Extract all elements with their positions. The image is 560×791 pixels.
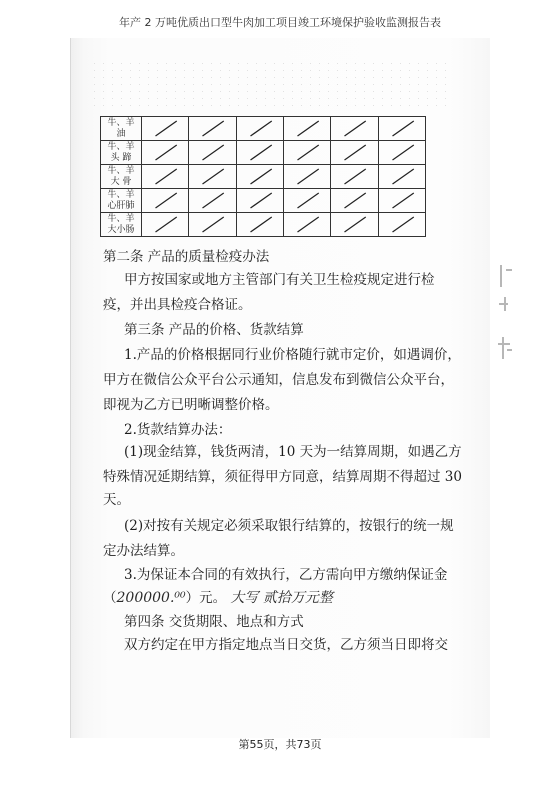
table-row bbox=[101, 213, 426, 237]
slash-mark bbox=[142, 165, 188, 188]
scan-edge bbox=[70, 38, 71, 738]
clause-3-item2-1-line3: 天。 bbox=[103, 492, 130, 508]
product-name-cell bbox=[101, 141, 142, 165]
slash-mark bbox=[237, 117, 283, 140]
empty-cell bbox=[331, 165, 378, 189]
slash-mark bbox=[284, 165, 330, 188]
clause-2-text-line2: 疫，并出具检疫合格证。 bbox=[103, 297, 252, 313]
slash-mark bbox=[284, 189, 330, 212]
clause-3-item2-1-line1: (1)现金结算，钱货两清，10 天为一结算周期，如遇乙方 bbox=[124, 444, 462, 460]
slash-mark bbox=[237, 165, 283, 188]
slash-mark bbox=[189, 213, 235, 236]
product-name-cell bbox=[101, 213, 142, 237]
empty-cell bbox=[283, 213, 330, 237]
clause-3-item2-title: 2.货款结算办法： bbox=[124, 422, 232, 438]
product-name-line1: 牛、羊 bbox=[107, 141, 135, 152]
clause-3-item2-2-line1: (2)对按有关规定必须采取银行结算的，按银行的统一规 bbox=[124, 518, 454, 534]
slash-mark bbox=[189, 165, 235, 188]
empty-cell bbox=[331, 213, 378, 237]
product-name-line1: 牛、羊 bbox=[107, 117, 135, 128]
clause-3-item2-2-line2: 定办法结算。 bbox=[103, 543, 184, 559]
table-row bbox=[101, 141, 426, 165]
product-name-cell bbox=[101, 117, 142, 141]
slash-mark bbox=[379, 165, 425, 188]
empty-cell bbox=[189, 117, 236, 141]
empty-cell bbox=[283, 189, 330, 213]
empty-cell bbox=[283, 165, 330, 189]
slash-mark bbox=[142, 141, 188, 164]
empty-cell bbox=[189, 141, 236, 165]
deposit-amount-uppercase-handwritten: 大写 贰拾万元整 bbox=[230, 590, 333, 606]
clause-3-item2-1-line2: 特殊情况延期结算，须征得甲方同意，结算周期不得超过 30 bbox=[103, 469, 462, 485]
slash-mark bbox=[331, 213, 377, 236]
empty-cell bbox=[378, 141, 425, 165]
clause-3-item1-line2: 甲方在微信公众平台公示通知，信息发布到微信公众平台， bbox=[103, 372, 454, 388]
slash-mark bbox=[331, 117, 377, 140]
empty-cell bbox=[331, 189, 378, 213]
clause-3-item3-line1: 3.为保证本合同的有效执行，乙方需向甲方缴纳保证金 bbox=[124, 567, 448, 583]
empty-cell bbox=[378, 213, 425, 237]
empty-cell bbox=[142, 117, 189, 141]
empty-cell bbox=[378, 189, 425, 213]
slash-mark bbox=[142, 213, 188, 236]
deposit-line bbox=[103, 586, 333, 607]
product-name-line2: 心肝肺 bbox=[107, 200, 135, 211]
table-row bbox=[101, 189, 426, 213]
clause-4-text-line1: 双方约定在甲方指定地点当日交货，乙方须当日即将交 bbox=[124, 637, 448, 653]
empty-cell bbox=[236, 189, 283, 213]
slash-mark bbox=[237, 189, 283, 212]
slash-mark bbox=[284, 141, 330, 164]
clause-4-title: 第四条 交货期限、地点和方式 bbox=[124, 614, 304, 630]
clause-3-item1-line3: 即视为乙方已明晰调整价格。 bbox=[103, 397, 279, 413]
slash-mark bbox=[189, 117, 235, 140]
empty-cell bbox=[142, 141, 189, 165]
empty-cell bbox=[236, 141, 283, 165]
empty-cell bbox=[236, 213, 283, 237]
empty-cell bbox=[236, 165, 283, 189]
slash-mark bbox=[284, 213, 330, 236]
product-name-line2: 大 骨 bbox=[110, 176, 132, 187]
product-table bbox=[100, 116, 426, 237]
empty-cell bbox=[331, 117, 378, 141]
page-header: 年产 2 万吨优质出口型牛肉加工项目竣工环境保护验收监测报告表 bbox=[119, 16, 441, 29]
deposit-unit: ）元。 bbox=[185, 590, 227, 606]
slash-mark bbox=[237, 213, 283, 236]
slash-mark bbox=[331, 141, 377, 164]
empty-cell bbox=[283, 141, 330, 165]
deposit-amount-handwritten: 200000.⁰⁰ bbox=[116, 590, 186, 606]
product-name-line1: 牛、羊 bbox=[107, 165, 135, 176]
margin-stamp-mark bbox=[496, 265, 516, 375]
product-name-line2: 油 bbox=[116, 128, 126, 139]
empty-cell bbox=[236, 117, 283, 141]
slash-mark bbox=[284, 117, 330, 140]
product-name-cell bbox=[101, 189, 142, 213]
product-name-line2: 大小肠 bbox=[107, 224, 135, 235]
slash-mark bbox=[189, 141, 235, 164]
slash-mark bbox=[379, 189, 425, 212]
empty-cell bbox=[142, 189, 189, 213]
table-row bbox=[101, 165, 426, 189]
page-footer: 第55页，共73页 bbox=[238, 738, 322, 751]
slash-mark bbox=[379, 117, 425, 140]
table-row bbox=[101, 117, 426, 141]
empty-cell bbox=[331, 141, 378, 165]
slash-mark bbox=[379, 213, 425, 236]
empty-cell bbox=[189, 189, 236, 213]
deposit-open-paren: （ bbox=[103, 590, 117, 606]
clause-3-title: 第三条 产品的价格、货款结算 bbox=[124, 322, 304, 338]
empty-cell bbox=[189, 213, 236, 237]
scan-noise bbox=[90, 60, 450, 110]
slash-mark bbox=[331, 165, 377, 188]
product-name-line1: 牛、羊 bbox=[107, 213, 135, 224]
clause-2-text-line1: 甲方按国家或地方主管部门有关卫生检疫规定进行检 bbox=[124, 272, 435, 288]
slash-mark bbox=[142, 189, 188, 212]
product-name-cell bbox=[101, 165, 142, 189]
slash-mark bbox=[237, 141, 283, 164]
empty-cell bbox=[142, 213, 189, 237]
clause-2-title: 第二条 产品的质量检疫办法 bbox=[103, 249, 270, 265]
empty-cell bbox=[189, 165, 236, 189]
empty-cell bbox=[378, 117, 425, 141]
empty-cell bbox=[283, 117, 330, 141]
product-name-line2: 头 蹄 bbox=[110, 152, 132, 163]
slash-mark bbox=[142, 117, 188, 140]
empty-cell bbox=[142, 165, 189, 189]
clause-3-item1-line1: 1.产品的价格根据同行业价格随行就市定价，如遇调价， bbox=[124, 347, 461, 363]
slash-mark bbox=[331, 189, 377, 212]
slash-mark bbox=[379, 141, 425, 164]
slash-mark bbox=[189, 189, 235, 212]
product-name-line1: 牛、羊 bbox=[107, 189, 135, 200]
empty-cell bbox=[378, 165, 425, 189]
